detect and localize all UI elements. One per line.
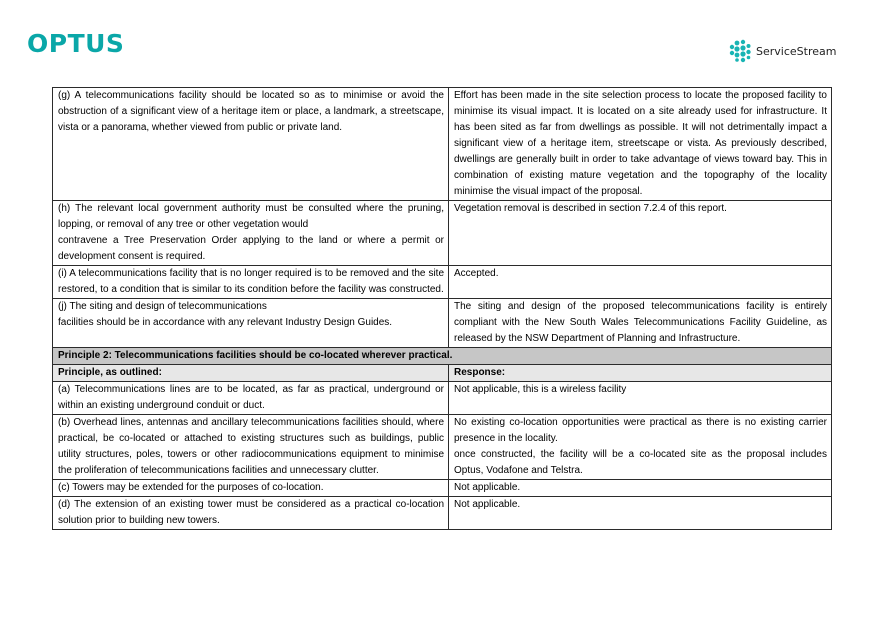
table-row (53, 480, 832, 497)
principle-cell: (i) A telecommunications facility that is no longer required is to be removed and the site restored, to a condition that is similar to its condition before the facility was constructed. (53, 266, 449, 299)
servicestream-logo (727, 38, 836, 64)
principle-2-title: Principle 2: Telecommunications facilities should be co-located wherever practical. (53, 348, 832, 365)
response-cell: Accepted. (449, 266, 832, 299)
cell-line: once constructed, the facility will be a co-located site as the proposal includes Optus, Vodafone and Telstra. (454, 449, 827, 476)
response-cell (449, 415, 832, 480)
optus-logo: OPTUS (27, 29, 125, 58)
principle-cell (53, 299, 449, 348)
cell-line: No existing co-location opportunities were practical as there is no existing carrier presence in the locality. (454, 417, 827, 444)
response-cell: Not applicable. (449, 480, 832, 497)
response-cell: Not applicable, this is a wireless facility (449, 382, 832, 415)
cell-line: contravene a Tree Preservation Order applying to the land or where a permit or development consent is required. (58, 235, 444, 262)
principles-table (52, 87, 832, 530)
table-row (53, 266, 832, 299)
principle-heading-row (53, 348, 832, 365)
cell-line: (j) The siting and design of telecommunications (58, 301, 267, 312)
cell-line: (h) The relevant local government authority must be consulted where the pruning, lopping, or removal of any tree or other vegetation would (58, 203, 444, 230)
table-row (53, 382, 832, 415)
principle-cell: (c) Towers may be extended for the purposes of co-location. (53, 480, 449, 497)
column-header-response: Response: (449, 365, 832, 382)
response-cell: Effort has been made in the site selection process to locate the proposed facility to minimise its visual impact. It is located on a site already used for infrastructure. It has been sited as far from dwellings as possible. It will not detrimentally impact a significant view of a heritage item, streetscape or vista. As previously described, dwellings are generally built in order to take advantage of views toward bay. This in combination of existing mature vegetation and the topography of the locality minimise the visual impact of the proposal. (449, 88, 832, 201)
response-cell: The siting and design of the proposed telecommunications facility is entirely compliant with the New South Wales Telecommunications Facility Guideline, as released by the NSW Department of Planning and Infrastructure. (449, 299, 832, 348)
column-header-row (53, 365, 832, 382)
table-row (53, 299, 832, 348)
table-row (53, 201, 832, 266)
table-row (53, 415, 832, 480)
principle-cell (53, 201, 449, 266)
principle-cell: (g) A telecommunications facility should be located so as to minimise or avoid the obstruction of a significant view of a heritage item or place, a landmark, a streetscape, vista or a panorama, whether viewed from public or private land. (53, 88, 449, 201)
response-cell: Not applicable. (449, 497, 832, 530)
principle-cell: (d) The extension of an existing tower must be considered as a practical co-location solution prior to building new towers. (53, 497, 449, 530)
servicestream-dots-icon (727, 38, 753, 64)
response-cell: Vegetation removal is described in section 7.2.4 of this report. (449, 201, 832, 266)
principle-cell: (a) Telecommunications lines are to be located, as far as practical, underground or within an existing underground conduit or duct. (53, 382, 449, 415)
table-row (53, 497, 832, 530)
cell-line: facilities should be in accordance with any relevant Industry Design Guides. (58, 317, 393, 328)
principle-cell: (b) Overhead lines, antennas and ancillary telecommunications facilities should, where practical, be co-located or attached to existing structures such as buildings, public utility structures, poles, towers or other radiocommunications equipment to minimise the proliferation of telecommunications facilities and unnecessary clutter. (53, 415, 449, 480)
servicestream-wordmark: ServiceStream (756, 44, 837, 58)
column-header-principle: Principle, as outlined: (53, 365, 449, 382)
table-row (53, 88, 832, 201)
